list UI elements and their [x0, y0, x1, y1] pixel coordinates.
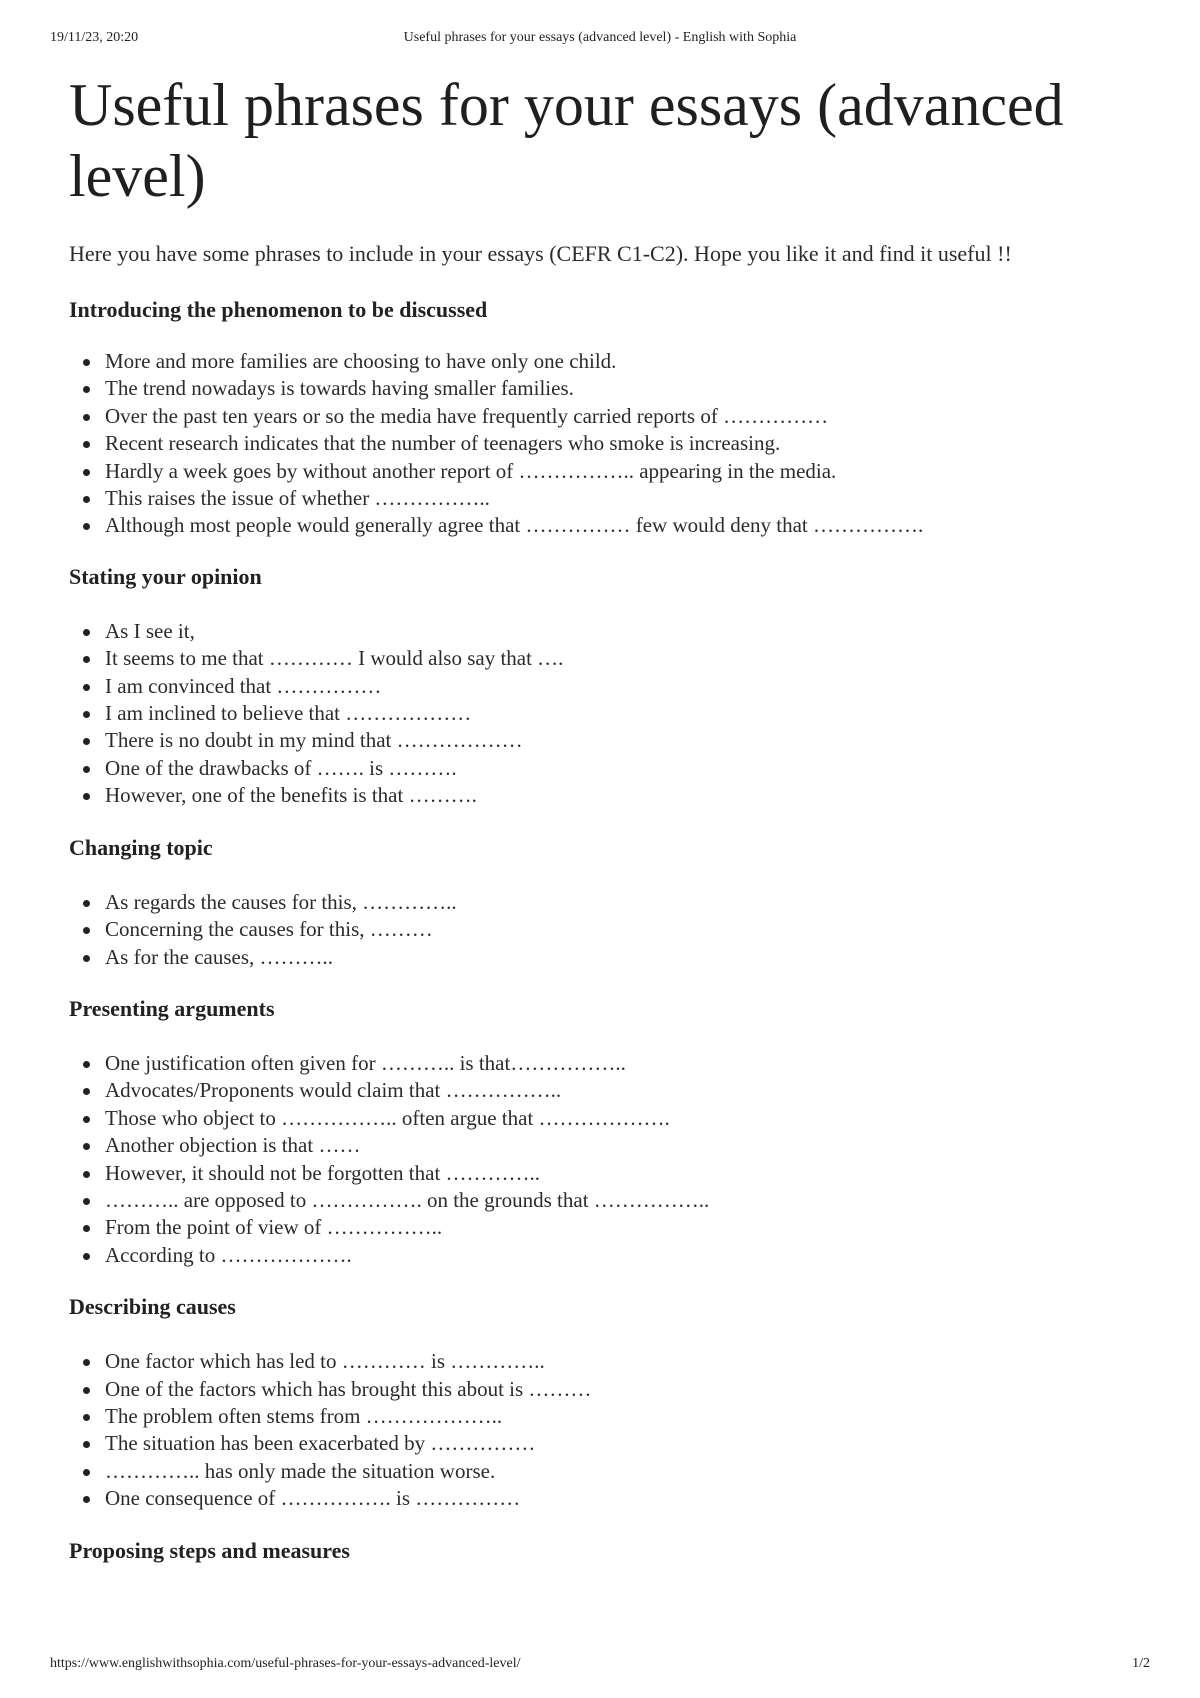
article-content — [69, 70, 1149, 1565]
list-item: The situation has been exacerbated by …………… — [105, 1430, 1149, 1457]
list-item: One of the factors which has brought this about is ……… — [105, 1376, 1149, 1403]
print-document-title: Useful phrases for your essays (advanced level) - English with Sophia — [403, 30, 797, 45]
section-heading-changing-topic: Changing topic — [69, 834, 213, 860]
list-item: Hardly a week goes by without another report of …………….. appearing in the media. — [105, 458, 1149, 485]
print-footer — [50, 1656, 1150, 1676]
list-item: This raises the issue of whether …………….. — [105, 485, 1149, 512]
print-url: https://www.englishwithsophia.com/useful-phrases-for-your-essays-advanced-level/ — [50, 1656, 521, 1671]
list-item: Over the past ten years or so the media have frequently carried reports of …………… — [105, 403, 1149, 430]
list-item: One consequence of ……………. is …………… — [105, 1485, 1149, 1512]
page-number: 1/2 — [1132, 1656, 1150, 1671]
list-item: One factor which has led to ………… is ………….. — [105, 1348, 1149, 1375]
list-item: It seems to me that ………… I would also say that …. — [105, 645, 1149, 672]
list-item: As for the causes, ……….. — [105, 944, 1149, 971]
list-item: ……….. are opposed to ……………. on the grounds that …………….. — [105, 1187, 1149, 1214]
list-item: However, it should not be forgotten that ………….. — [105, 1160, 1149, 1187]
list-item: Although most people would generally agree that …………… few would deny that ……………. — [105, 512, 1149, 539]
section-heading-describing-causes: Describing causes — [69, 1294, 236, 1320]
phrase-list-introducing-phenomenon — [69, 348, 1149, 540]
section-heading-stating-opinion: Stating your opinion — [69, 563, 262, 589]
list-item: Advocates/Proponents would claim that …………….. — [105, 1077, 1149, 1104]
list-item: I am convinced that …………… — [105, 673, 1149, 700]
phrase-list-describing-causes — [69, 1348, 1149, 1512]
list-item: Another objection is that …… — [105, 1132, 1149, 1159]
phrase-list-stating-opinion — [69, 618, 1149, 810]
list-item: As I see it, — [105, 618, 1149, 645]
phrase-list-presenting-arguments — [69, 1050, 1149, 1269]
section-heading-presenting-arguments: Presenting arguments — [69, 995, 275, 1021]
list-item: One of the drawbacks of ……. is ………. — [105, 755, 1149, 782]
list-item: I am inclined to believe that ……………… — [105, 700, 1149, 727]
list-item: ………….. has only made the situation worse. — [105, 1458, 1149, 1485]
list-item: Concerning the causes for this, ……… — [105, 916, 1149, 943]
print-header — [50, 30, 1150, 50]
list-item: Those who object to …………….. often argue that ………………. — [105, 1105, 1149, 1132]
list-item: However, one of the benefits is that ………. — [105, 782, 1149, 809]
list-item: There is no doubt in my mind that ……………… — [105, 727, 1149, 754]
section-heading-introducing-phenomenon: Introducing the phenomenon to be discussed — [69, 297, 488, 322]
list-item: The trend nowadays is towards having smaller families. — [105, 375, 1149, 402]
list-item: Recent research indicates that the number of teenagers who smoke is increasing. — [105, 430, 1149, 457]
print-date: 19/11/23, 20:20 — [50, 30, 139, 45]
list-item: According to ………………. — [105, 1242, 1149, 1269]
list-item: More and more families are choosing to have only one child. — [105, 348, 1149, 375]
section-heading-proposing-steps: Proposing steps and measures — [69, 1537, 350, 1563]
intro-paragraph: Here you have some phrases to include in your essays (CEFR C1-C2). Hope you like it and find it useful !! — [69, 241, 1012, 266]
phrase-list-changing-topic — [69, 889, 1149, 971]
list-item: The problem often stems from ……………….. — [105, 1403, 1149, 1430]
list-item: From the point of view of …………….. — [105, 1214, 1149, 1241]
list-item: One justification often given for ……….. is that…………….. — [105, 1050, 1149, 1077]
page-title: Useful phrases for your essays (advanced level) — [69, 72, 1064, 209]
list-item: As regards the causes for this, ………….. — [105, 889, 1149, 916]
